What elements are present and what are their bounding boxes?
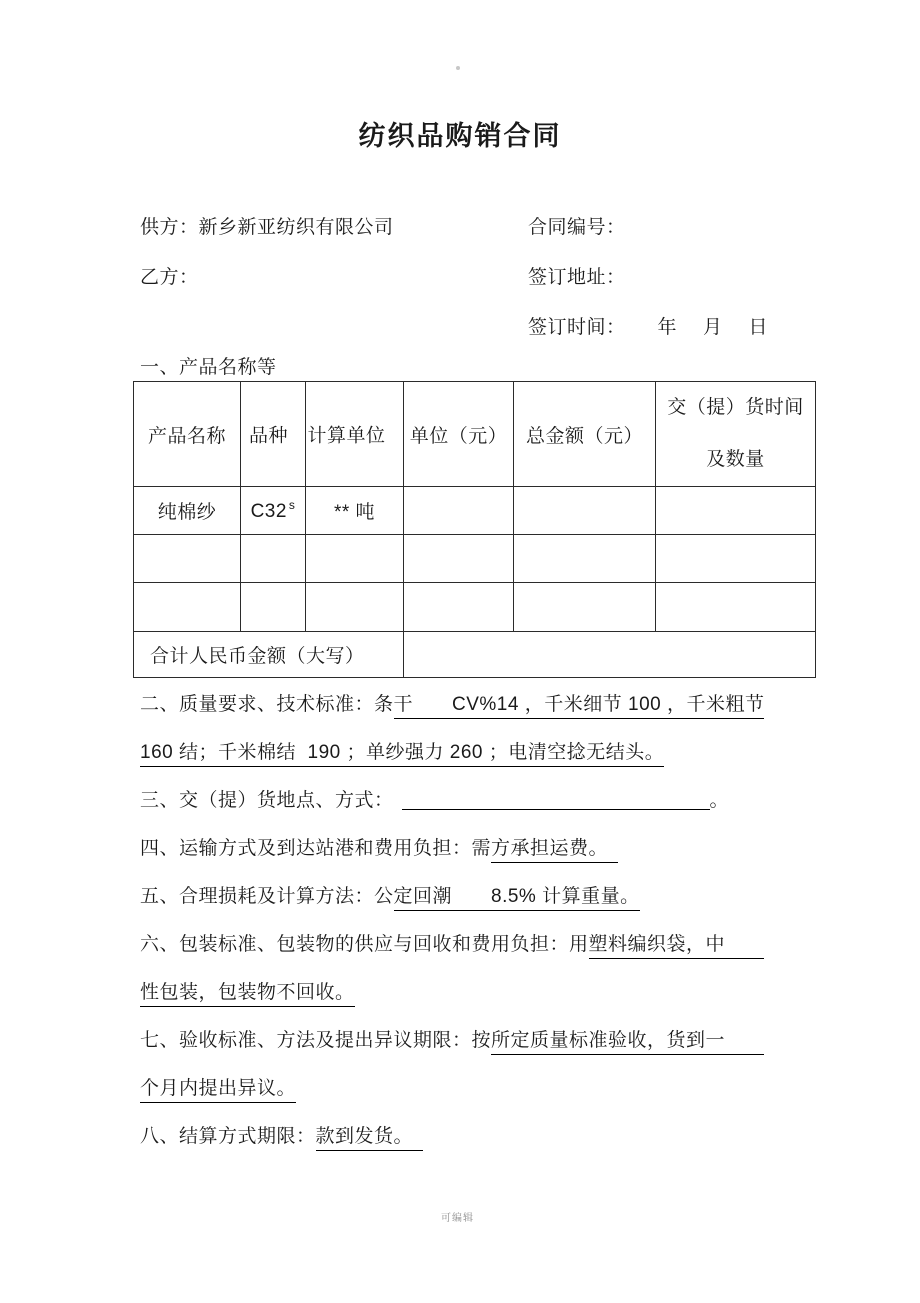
clause-loss [140, 873, 810, 921]
empty-cell[interactable] [404, 535, 514, 583]
product-table [133, 381, 816, 678]
empty-cell[interactable] [306, 535, 404, 583]
header-product-name: 产品名称 [134, 382, 241, 487]
section-product-heading: 一、产品名称等 [140, 357, 277, 378]
empty-cell[interactable] [134, 535, 241, 583]
clause-settlement [140, 1113, 810, 1161]
sign-time-line [528, 313, 768, 343]
clause-delivery-place-prefix: 三、交（提）货地点、方式： [140, 790, 394, 811]
sign-time-label: 签订时间： [528, 317, 626, 338]
supplier-label: 供方： [140, 217, 199, 238]
clause-transport-prefix: 四、运输方式及到达站港和费用负担：需 [140, 838, 492, 859]
empty-cell[interactable] [404, 583, 514, 632]
contract-no-label: 合同编号： [528, 217, 626, 238]
clause-quality-fill2: 160 结；千米棉结 190 ；单纱强力 260 ；电清空捻无结头。 [140, 742, 664, 767]
cell-calc-unit: ** 吨 [306, 487, 404, 535]
supplier-line [140, 213, 394, 243]
header-delivery-time-qty: 交（提）货时间及数量 [656, 382, 816, 487]
sign-place-label: 签订地址： [528, 267, 626, 288]
total-amount-words-label: 合计人民币金额（大写） [134, 632, 404, 678]
clauses-block [140, 681, 810, 1161]
party-b-label: 乙方： [140, 267, 199, 288]
cell-delivery-time-qty[interactable] [656, 487, 816, 535]
empty-cell[interactable] [656, 535, 816, 583]
table-row [134, 583, 816, 632]
clause-inspection-fill1: 所定质量标准验收，货到一 [491, 1030, 764, 1055]
supplier-name: 新乡新亚纺织有限公司 [198, 217, 394, 238]
editable-watermark: 可编辑 [441, 1213, 474, 1224]
month-label: 月 [703, 317, 723, 338]
cell-variety [241, 487, 306, 535]
clause-quality-fill1: 干 CV%14 ，千米细节 100 ，千米粗节 [394, 694, 765, 719]
table-row [134, 535, 816, 583]
cell-total-amount[interactable] [514, 487, 656, 535]
empty-cell[interactable] [514, 535, 656, 583]
clause-quality-line2 [140, 729, 810, 777]
header-unit-price: 单位（元） [404, 382, 514, 487]
clause-loss-fill: 定回潮 8.5% 计算重量。 [394, 886, 640, 911]
table-row [134, 487, 816, 535]
clause-inspection-line2 [140, 1065, 810, 1113]
clause-packaging-line2 [140, 969, 810, 1017]
clause-quality-prefix: 二、质量要求、技术标准：条 [140, 694, 394, 715]
empty-cell[interactable] [241, 583, 306, 632]
total-amount-words-value[interactable] [404, 632, 816, 678]
clause-inspection-prefix: 七、验收标准、方法及提出异议期限：按 [140, 1030, 492, 1051]
cell-product-name: 纯棉纱 [134, 487, 241, 535]
clause-transport-fill: 方承担运费。 [491, 838, 618, 863]
clause-loss-prefix: 五、合理损耗及计算方法：公 [140, 886, 394, 907]
variety-code: C32 [250, 501, 287, 522]
empty-cell[interactable] [241, 535, 306, 583]
year-label: 年 [657, 317, 678, 338]
clause-delivery-place [140, 777, 810, 825]
table-header-row [134, 382, 816, 487]
clause-packaging-line1 [140, 921, 810, 969]
empty-cell[interactable] [306, 583, 404, 632]
clause-packaging-fill2: 性包装，包装物不回收。 [140, 982, 355, 1007]
contract-no-line [528, 213, 626, 243]
document-title: 纺织品购销合同 [358, 121, 562, 151]
clause-delivery-place-suffix: 。 [709, 790, 730, 811]
cell-unit-price[interactable] [404, 487, 514, 535]
clause-settlement-prefix: 八、结算方式期限： [140, 1126, 316, 1147]
sign-place-line [528, 263, 626, 293]
clause-inspection-line1 [140, 1017, 810, 1065]
clause-inspection-fill2: 个月内提出异议。 [140, 1078, 296, 1103]
scan-speck [456, 66, 460, 70]
clause-transport [140, 825, 810, 873]
clause-packaging-prefix: 六、包装标准、包装物的供应与回收和费用负担：用 [140, 934, 589, 955]
empty-cell[interactable] [134, 583, 241, 632]
delivery-place-blank-field[interactable] [402, 795, 710, 810]
clause-packaging-fill1: 塑料编织袋，中 [589, 934, 765, 959]
variety-superscript: s [288, 498, 296, 512]
header-variety [241, 382, 386, 487]
table-footer-row [134, 632, 816, 678]
clause-settlement-fill: 款到发货。 [316, 1126, 424, 1151]
header-total-amount: 总金额（元） [514, 382, 656, 487]
empty-cell[interactable] [514, 583, 656, 632]
clause-quality-line1 [140, 681, 810, 729]
day-label: 日 [748, 317, 769, 338]
header-variety-unit-label: 品种 计算单位 [249, 425, 386, 447]
party-b-line [140, 263, 199, 293]
empty-cell[interactable] [656, 583, 816, 632]
